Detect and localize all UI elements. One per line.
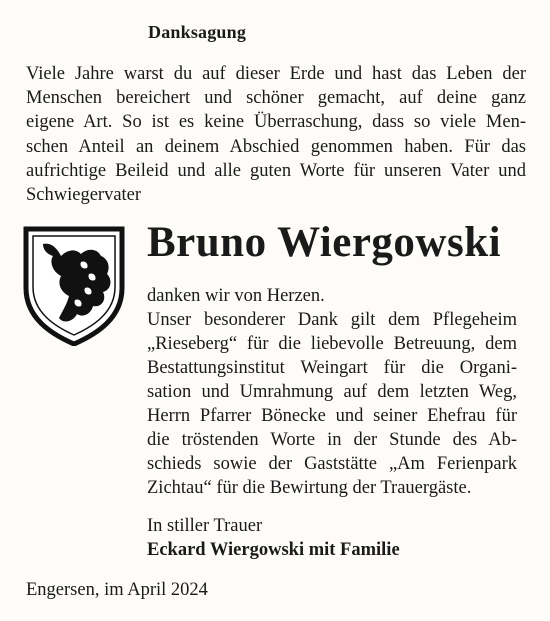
intro-line: Menschen bereichert und schöner gemacht, auf deine ganz bbox=[26, 88, 526, 109]
thanks-line: Unser besonderer Dank gilt dem Pflegeheim bbox=[147, 310, 517, 330]
place-date: Engersen, im April 2024 bbox=[26, 580, 208, 600]
coat-of-arms-shield-icon bbox=[23, 226, 125, 346]
intro-line: Schwiegervater bbox=[26, 185, 142, 206]
page-title: Danksagung bbox=[148, 22, 247, 42]
intro-line: aufrichtige Beileid und alle guten Worte für unseren Vater und bbox=[26, 160, 526, 181]
thanks-paragraph bbox=[147, 284, 517, 500]
thanks-line: die tröstenden Worte in der Stunde des Ab- bbox=[147, 430, 517, 450]
intro-line: eigene Art. So ist es keine Überraschung, dass so viele Men- bbox=[26, 112, 526, 133]
thanks-line: danken wir von Herzen. bbox=[147, 286, 325, 306]
thanks-line: Bestattungsinstitut Weingart für die Organi- bbox=[147, 358, 517, 378]
signature: Eckard Wiergowski mit Familie bbox=[147, 540, 400, 560]
thanks-line: Herrn Pfarrer Bönecke und seiner Ehefrau für bbox=[147, 406, 517, 426]
intro-paragraph bbox=[26, 62, 526, 207]
closing-phrase: In stiller Trauer bbox=[147, 516, 263, 536]
intro-line: Viele Jahre warst du auf dieser Erde und hast das Leben der bbox=[26, 64, 526, 84]
thanks-line: „Rieseberg“ für die liebevolle Betreuung, dem bbox=[147, 334, 517, 354]
deceased-name: Bruno Wiergowski bbox=[147, 219, 502, 266]
thanks-line: schieds sowie der Gaststätte „Am Ferienpark bbox=[147, 454, 517, 474]
thanks-line: Zichtau“ für die Bewirtung der Trauergäste. bbox=[147, 478, 472, 498]
thanks-line: sation und Umrahmung auf dem letzten Weg, bbox=[147, 382, 517, 402]
intro-line: schen Anteil an deinem Abschied genommen haben. Für das bbox=[26, 136, 526, 157]
